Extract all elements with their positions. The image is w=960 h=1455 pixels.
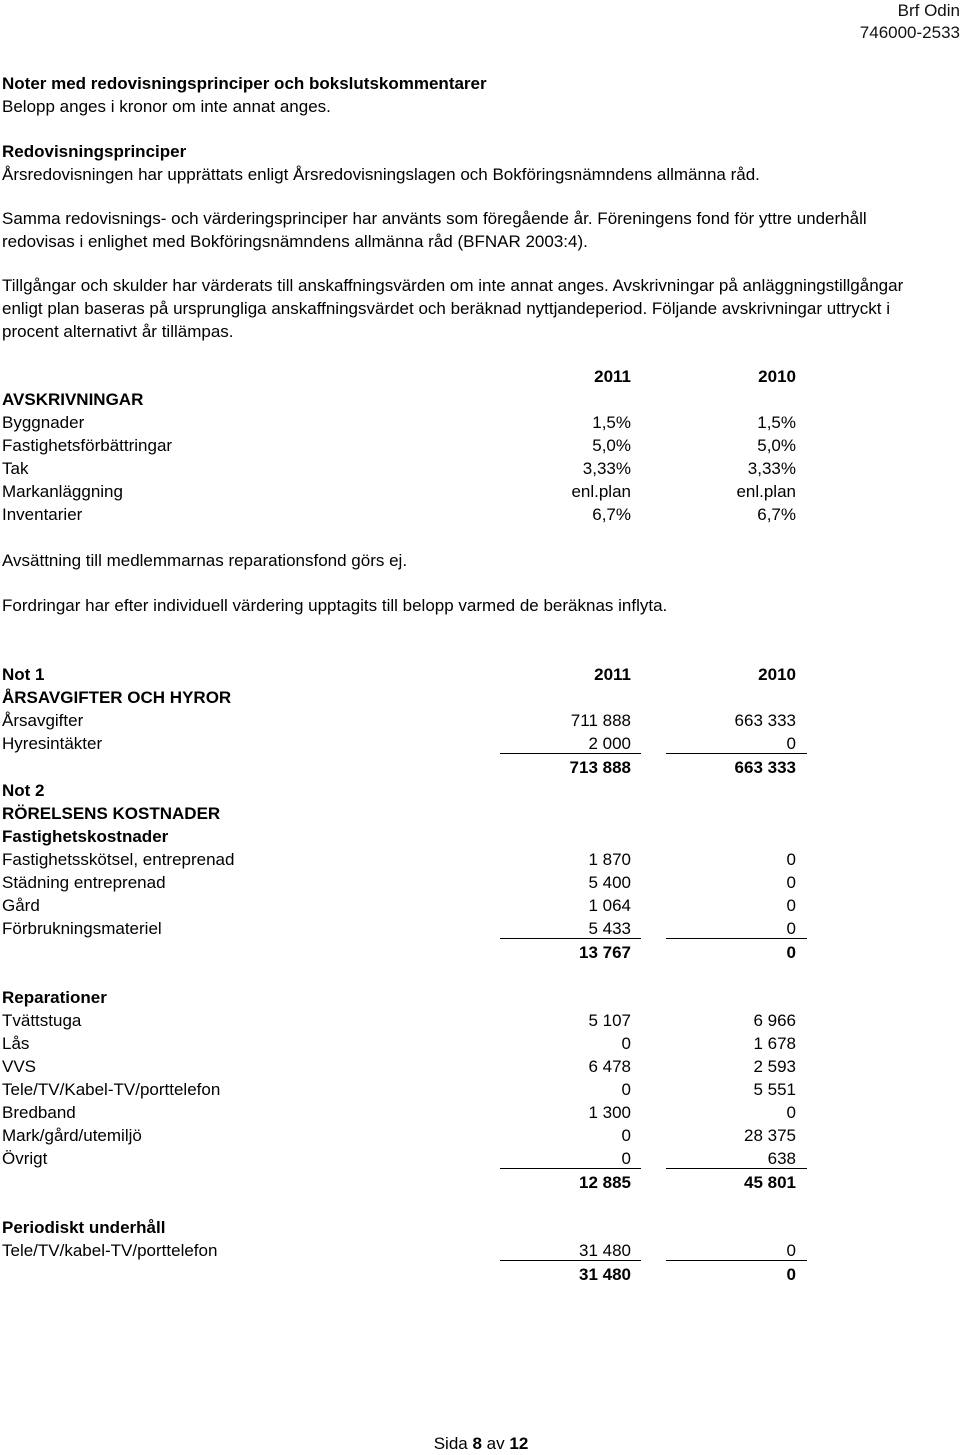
rep-row-label: Övrigt — [2, 1149, 48, 1168]
depr-title: AVSKRIVNINGAR — [2, 390, 144, 409]
page-sep: av — [486, 1434, 505, 1453]
depr-row-2010: 1,5% — [757, 413, 796, 432]
depr-row-label: Byggnader — [2, 413, 85, 432]
fast-row-2011: 1 064 — [588, 896, 631, 915]
depr-row-label: Markanläggning — [2, 482, 123, 501]
document-header — [860, 0, 960, 44]
not1-total-2011: 713 888 — [569, 758, 631, 777]
receivables-note: Fordringar har efter individuell värdering upptagits till belopp varmed de beräknas inflyta. — [2, 596, 668, 615]
page-total: 12 — [509, 1434, 529, 1453]
fast-row-2011: 1 870 — [588, 850, 631, 869]
rep-row-label: Tele/TV/Kabel-TV/porttelefon — [2, 1080, 221, 1099]
fast-row-2010: 0 — [786, 850, 796, 869]
fast-row-label: Gård — [2, 896, 40, 915]
not1-label: Not 1 — [2, 665, 45, 684]
per-total-2010: 0 — [786, 1265, 796, 1284]
not1-row-2010: 663 333 — [734, 711, 796, 730]
rep-total-2010: 45 801 — [744, 1173, 796, 1192]
notes-subtitle: Belopp anges i kronor om inte annat anges. — [2, 97, 331, 116]
rep-row-2010: 638 — [767, 1149, 796, 1168]
depr-row-2011: enl.plan — [571, 482, 631, 501]
depr-row-2011: 1,5% — [592, 413, 631, 432]
principles-title: Redovisningsprinciper — [2, 142, 187, 161]
notes-title: Noter med redovisningsprinciper och bokslutskommentarer — [2, 74, 487, 93]
principles-p3-line2: enligt plan baseras på ursprungliga anskaffningsvärdet och beräknad nyttjandeperiod. Följande avskrivningar uttryckt i — [2, 299, 890, 318]
rep-section-title: Reparationer — [2, 988, 107, 1007]
per-row-2010: 0 — [786, 1241, 796, 1260]
fast-sum-rule-2011 — [500, 938, 641, 939]
principles-p3-line1: Tillgångar och skulder har värderats till anskaffningsvärden om inte annat anges. Avskrivningar på anläggningstillgångar — [2, 276, 904, 295]
rep-row-2011: 0 — [621, 1034, 631, 1053]
fast-sum-rule-2010 — [666, 938, 807, 939]
fast-total-2010: 0 — [786, 943, 796, 962]
rep-row-2011: 0 — [621, 1149, 631, 1168]
org-number: 746000-2533 — [859, 23, 960, 42]
fast-row-label: Förbrukningsmateriel — [2, 919, 162, 938]
not2-label: Not 2 — [2, 781, 45, 800]
depr-year-2010: 2010 — [758, 367, 796, 386]
not1-row-2011: 711 888 — [570, 711, 631, 730]
per-row-2011: 31 480 — [579, 1241, 631, 1260]
rep-row-2010: 0 — [786, 1103, 796, 1122]
principles-p2-line1: Samma redovisnings- och värderingsprinciper har använts som föregående år. Föreningens fond för yttre underhåll — [2, 209, 867, 228]
not1-row-label: Årsavgifter — [2, 711, 84, 730]
per-section-title: Periodiskt underhåll — [2, 1218, 166, 1237]
rep-row-2011: 0 — [621, 1080, 631, 1099]
page-prefix: Sida — [433, 1434, 468, 1453]
depr-row-2011: 6,7% — [592, 505, 631, 524]
rep-row-label: Tvättstuga — [2, 1011, 82, 1030]
per-row-label: Tele/TV/kabel-TV/porttelefon — [2, 1241, 218, 1260]
rep-row-label: Lås — [2, 1034, 30, 1053]
fast-section-title: Fastighetskostnader — [2, 827, 169, 846]
not2-title: RÖRELSENS KOSTNADER — [2, 804, 221, 823]
rep-row-2010: 1 678 — [753, 1034, 796, 1053]
fast-row-2010: 0 — [786, 896, 796, 915]
rep-row-2010: 6 966 — [753, 1011, 796, 1030]
per-sum-rule-2010 — [666, 1260, 807, 1261]
fund-note: Avsättning till medlemmarnas reparationsfond görs ej. — [2, 551, 408, 570]
depr-row-label: Fastighetsförbättringar — [2, 436, 173, 455]
not1-sum-rule-2011 — [500, 753, 641, 754]
depr-row-2010: 5,0% — [757, 436, 796, 455]
rep-row-label: Mark/gård/utemiljö — [2, 1126, 142, 1145]
rep-row-2011: 5 107 — [588, 1011, 631, 1030]
depr-row-2011: 5,0% — [592, 436, 631, 455]
not1-year-2010: 2010 — [758, 665, 796, 684]
rep-row-2010: 5 551 — [753, 1080, 796, 1099]
not1-year-2011: 2011 — [594, 665, 631, 684]
rep-row-2011: 0 — [621, 1126, 631, 1145]
fast-row-2011: 5 400 — [588, 873, 631, 892]
rep-total-2011: 12 885 — [579, 1173, 631, 1192]
depr-row-2010: enl.plan — [736, 482, 796, 501]
depr-row-label: Tak — [2, 459, 29, 478]
rep-row-2011: 1 300 — [588, 1103, 631, 1122]
fast-row-2010: 0 — [786, 873, 796, 892]
principles-p3-line3: procent alternativt år tillämpas. — [2, 322, 234, 341]
depr-row-2010: 3,33% — [747, 459, 796, 478]
not1-total-2010: 663 333 — [734, 758, 796, 777]
per-sum-rule-2011 — [500, 1260, 641, 1261]
not1-row-2010: 0 — [786, 734, 796, 753]
not1-row-2011: 2 000 — [588, 734, 631, 753]
depr-year-2011: 2011 — [594, 367, 631, 386]
not1-sum-rule-2010 — [666, 753, 807, 754]
rep-row-2010: 2 593 — [753, 1057, 796, 1076]
not1-row-label: Hyresintäkter — [2, 734, 103, 753]
rep-row-2010: 28 375 — [744, 1126, 796, 1145]
fast-row-label: Fastighetsskötsel, entreprenad — [2, 850, 235, 869]
per-total-2011: 31 480 — [579, 1265, 631, 1284]
rep-row-2011: 6 478 — [588, 1057, 631, 1076]
principles-p1: Årsredovisningen har upprättats enligt Årsredovisningslagen och Bokföringsnämndens allmänna råd. — [2, 165, 760, 184]
fast-row-label: Städning entreprenad — [2, 873, 166, 892]
fast-row-2010: 0 — [786, 919, 796, 938]
depr-row-2010: 6,7% — [757, 505, 796, 524]
not1-title: ÅRSAVGIFTER OCH HYROR — [2, 688, 232, 707]
rep-row-label: Bredband — [2, 1103, 76, 1122]
depr-row-2011: 3,33% — [582, 459, 631, 478]
principles-p2-line2: redovisas i enlighet med Bokföringsnämndens allmänna råd (BFNAR 2003:4). — [2, 232, 588, 251]
depr-row-label: Inventarier — [2, 505, 83, 524]
page-number: 8 — [472, 1434, 482, 1453]
rep-sum-rule-2011 — [500, 1168, 641, 1169]
rep-row-label: VVS — [2, 1057, 37, 1076]
company-name: Brf Odin — [897, 1, 960, 20]
fast-total-2011: 13 767 — [579, 943, 631, 962]
rep-sum-rule-2010 — [666, 1168, 807, 1169]
fast-row-2011: 5 433 — [588, 919, 631, 938]
